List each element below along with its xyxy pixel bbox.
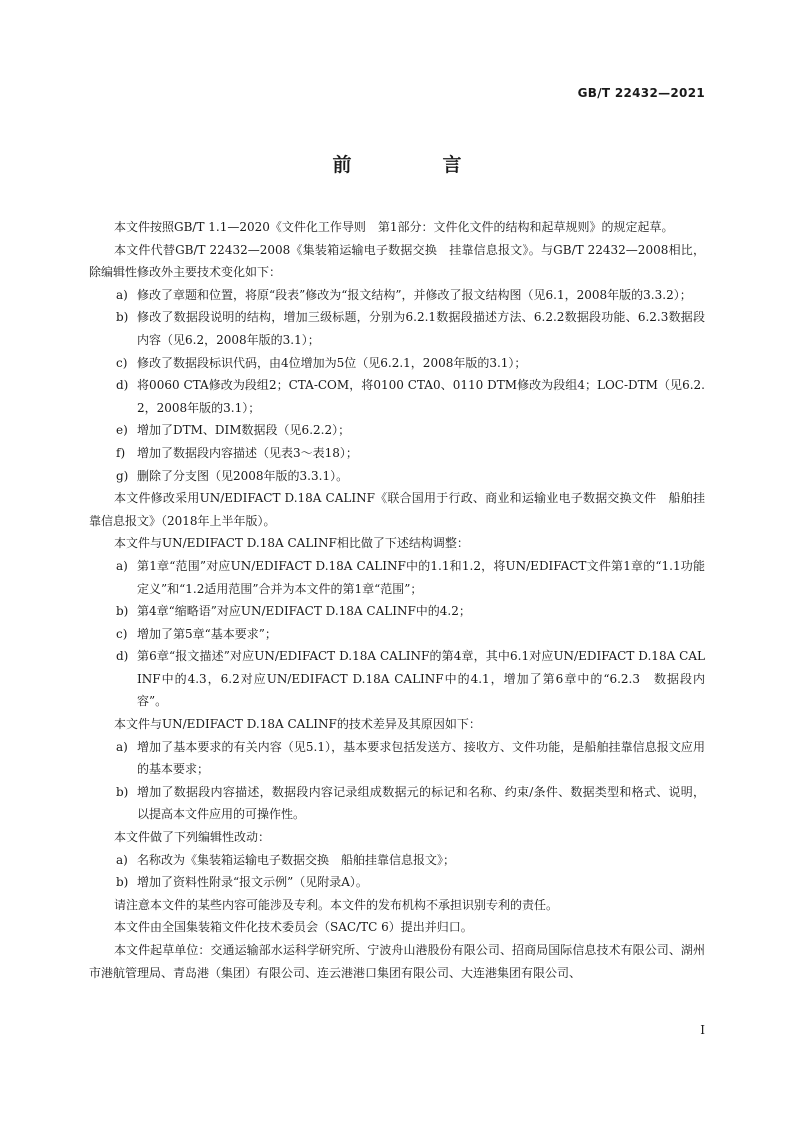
list-item [89,555,705,600]
body-paragraph: 本文件修改采用UN/EDIFACT D.18A CALINF《联合国用于行政、商业和运输业电子数据交换文件 船舶挂靠信息报文》（2018年上半年版）。 [89,491,705,528]
list-item-label: b) [116,875,129,890]
body-paragraph: 本文件按照GB/T 1.1—2020《文件化工作导则 第1部分：文件化文件的结构和起草规则》的规定起草。 [114,220,674,234]
list-item-label: b) [116,784,129,799]
body-paragraph: 本文件由全国集装箱文件化技术委员会（SAC/TC 6）提出并归口。 [114,920,473,935]
list-item [89,849,705,872]
page-title: 前 言 [332,154,498,176]
list-item-label: b) [116,310,129,325]
list-item-label: c) [116,626,128,641]
list-item-label: g) [116,468,129,483]
list-item-text: 增加了基本要求的有关内容（见5.1），基本要求包括发送方、接收方、文件功能，是船舶挂靠信息报文应用的基本要求； [137,739,705,777]
list-item-label: e) [116,423,128,438]
list-item [89,306,705,351]
list-item [89,352,705,375]
list-item-text: 增加了资料性附录“报文示例”（见附录A）。 [137,875,368,890]
list-item [89,284,705,307]
list-item-text: 将0060 CTA修改为段组2；CTA-COM，将0100 CTA0、0110 DTM修改为段组4；LOC-DTM（见6.2.2，2008年版的3.1）； [137,378,705,415]
body-paragraph: 请注意本文件的某些内容可能涉及专利。本文件的发布机构不承担识别专利的责任。 [114,897,559,912]
body-paragraph: 本文件起草单位：交通运输部水运科学研究所、宁波舟山港股份有限公司、招商局国际信息技术有限公司、湖州市港航管理局、青岛港（集团）有限公司、连云港港口集团有限公司、大连港集团有限公司、 [89,943,705,980]
list-item [89,736,705,781]
list-item [89,781,705,826]
list-item [89,374,705,419]
list-item-label: b) [116,604,129,619]
standard-number: GB/T 22432—2021 [577,86,705,100]
list-item-text: 增加了数据段内容描述，数据段内容记录组成数据元的标记和名称、约束/条件、数据类型和格式、说明，以提高本文件应用的可操作性。 [137,784,705,822]
body-paragraph: 本文件与UN/EDIFACT D.18A CALINF相比做了下述结构调整： [114,536,469,551]
list-item [89,442,705,465]
list-item-text: 修改了数据段标识代码，由4位增加为5位（见6.2.1，2008年版的3.1）； [137,355,527,370]
document-body [89,216,705,984]
list-item [89,465,705,488]
list-item-label: c) [116,355,128,370]
list-item [89,600,705,623]
page-number: I [700,1023,705,1037]
list-item-text: 删除了分支图（见2008年版的3.3.1）。 [137,468,349,483]
list-item-label: a) [116,287,128,302]
list-item-text: 修改了数据段说明的结构，增加三级标题，分别为6.2.1数据段描述方法、6.2.2数据段功能、6.2.3数据段内容（见6.2，2008年版的3.1）； [137,310,705,347]
list-item-text: 增加了DTM、DIM数据段（见6.2.2）； [137,423,351,438]
body-paragraph: 本文件代替GB/T 22432—2008《集装箱运输电子数据交换 挂靠信息报文》。与GB/T 22432—2008相比，除编辑性修改外主要技术变化如下： [89,242,705,280]
list-item-label: a) [116,852,128,867]
list-item-text: 增加了数据段内容描述（见表3～表18）； [137,445,358,460]
list-item [89,871,705,894]
list-item-text: 修改了章题和位置，将原“段表”修改为“报文结构”，并修改了报文结构图（见6.1，2008年版的3.3.2）； [137,287,692,302]
list-item-text: 名称改为《集装箱运输电子数据交换 船舶挂靠信息报文》； [137,852,456,867]
list-item-text: 增加了第5章“基本要求”； [137,626,277,641]
list-item [89,419,705,442]
body-paragraph: 本文件与UN/EDIFACT D.18A CALINF的技术差异及其原因如下： [114,717,481,732]
list-item-label: a) [116,739,128,754]
list-item [89,623,705,646]
list-item-text: 第6章“报文描述”对应UN/EDIFACT D.18A CALINF的第4章，其中6.1对应UN/EDIFACT D.18A CALINF中的4.3，6.2对应UN/EDIFACT D.18A CALINF中的4.1，增加了第6章中的“6.2.3 数据段内容”。 [137,649,705,709]
list-item-label: f) [116,445,126,460]
list-item-label: d) [116,649,129,664]
body-paragraph: 本文件做了下列编辑性改动： [114,830,271,845]
list-item [89,645,705,713]
list-item-text: 第1章“范围”对应UN/EDIFACT D.18A CALINF中的1.1和1.2，将UN/EDIFACT文件第1章的“1.1功能定义”和“1.2适用范围”合并为本文件的第1章“范围”； [137,558,705,596]
list-item-label: d) [116,378,129,393]
list-item-label: a) [116,558,128,573]
list-item-text: 第4章“缩略语”对应UN/EDIFACT D.18A CALINF中的4.2； [137,604,471,619]
